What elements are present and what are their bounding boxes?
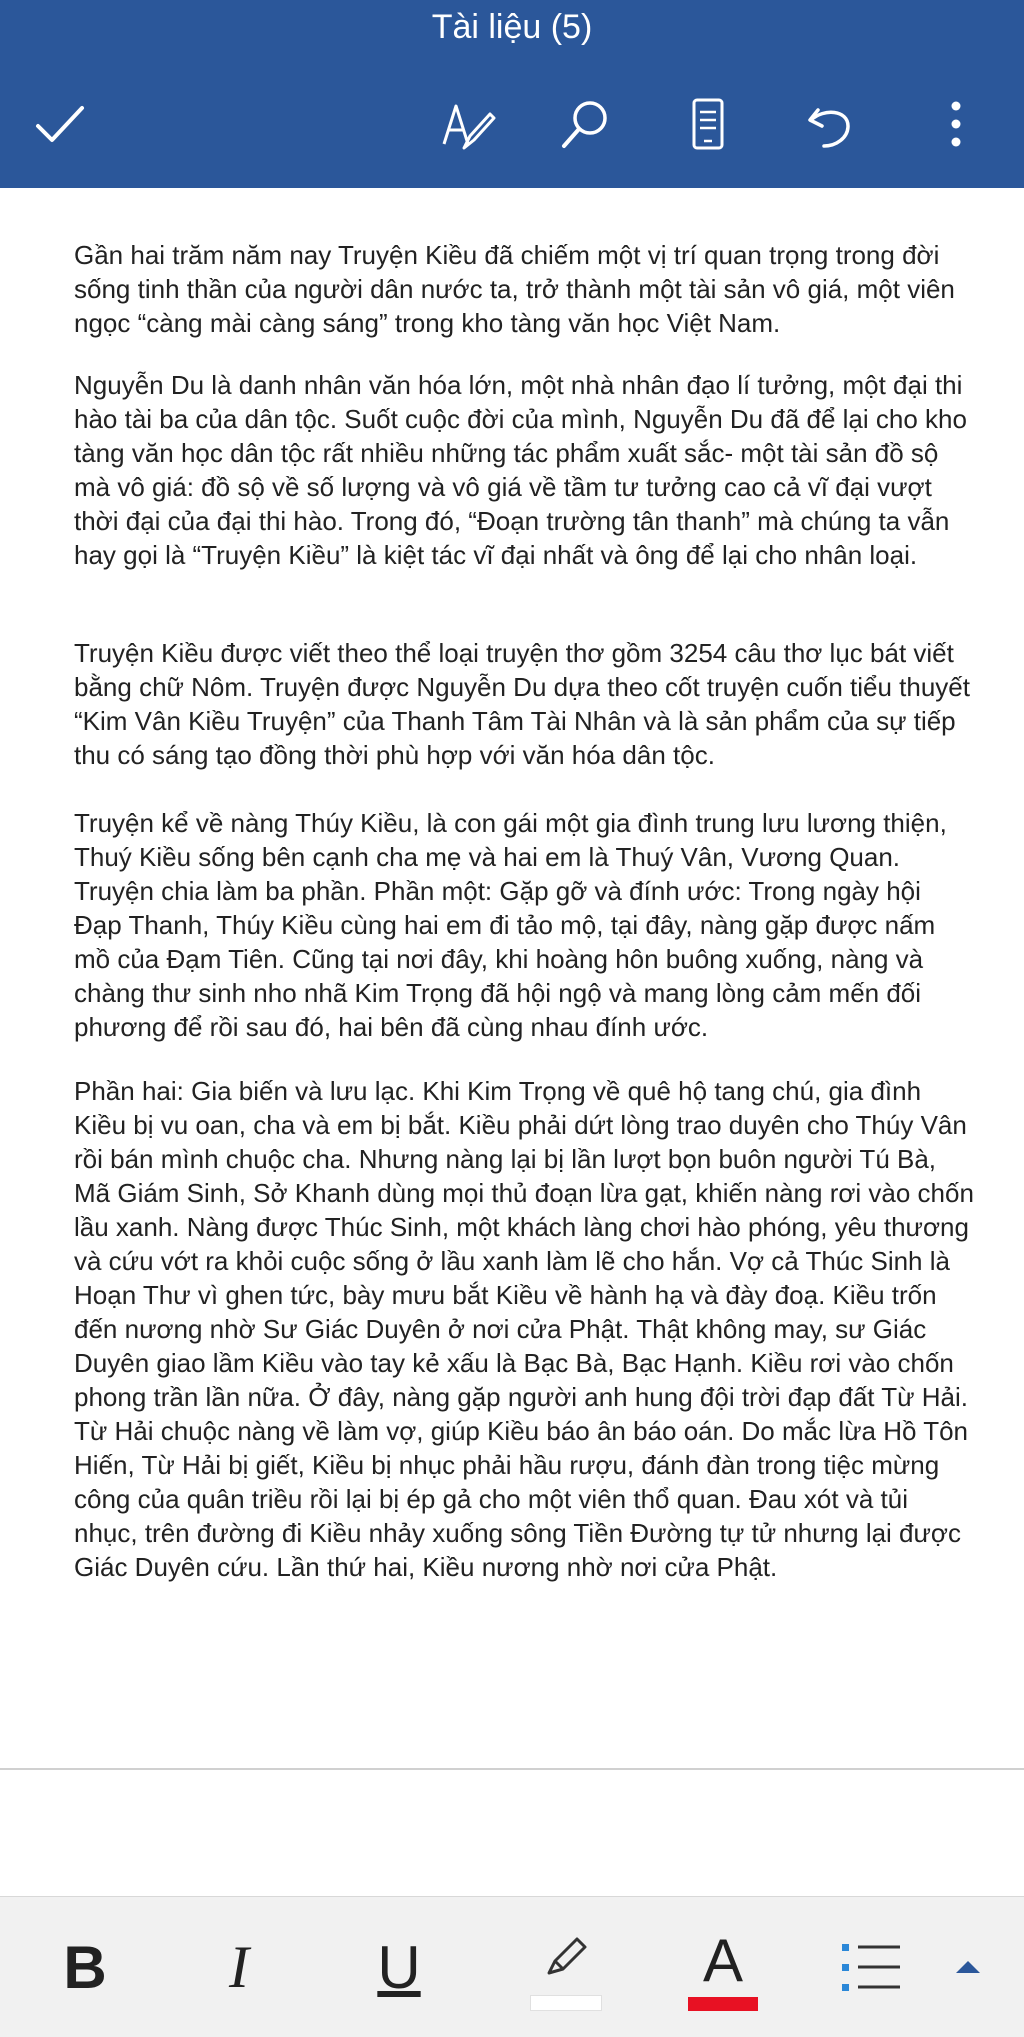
page-divider [0,1768,1024,1770]
search-button[interactable] [550,80,622,168]
paragraph-1[interactable]: Gần hai trăm năm nay Truyện Kiều đã chiếm một vị trí quan trọng trong đời sống tinh thần của người dân nước ta, trở thành một tài sản vô giá, một viên ngọc “càng mài càng sáng” trong kho tàng văn học Việt Nam. [74,240,955,338]
highlight-button[interactable] [520,1917,610,2017]
undo-icon [802,96,858,152]
highlighter-icon [535,1929,595,1989]
paragraph-4[interactable]: Truyện kể về nàng Thúy Kiều, là con gái một gia đình trung lưu lương thiện, Thuý Kiều sống bên cạnh cha mẹ và hai em là Thuý Vân, Vương Quan. Truyện chia làm ba phần. Phần một: Gặp gỡ và đính ước: Trong ngày hội Đạp Thanh, Thúy Kiều cùng hai em đi tảo mộ, tại đây, nàng gặp được nấm mồ của Đạm Tiên. Cũng tại nơi đây, khi hoàng hôn buông xuống, nàng và chàng thư sinh nho nhã Kim Trọng đã hội ngộ và mang lòng cảm mến đối phương để rồi sau đó, hai bên đã cùng nhau đính ước. [74,808,947,1042]
highlight-color-swatch [530,1995,602,2011]
search-icon [558,96,614,152]
pen-format-icon [440,96,496,152]
italic-button[interactable] [194,1917,284,2017]
font-color-label: A [702,1926,744,1994]
paragraph-2[interactable]: Nguyễn Du là danh nhân văn hóa lớn, một nhà nhân đạo lí tưởng, một đại thi hào tài ba của dân tộc. Suốt cuộc đời của mình, Nguyễn Du đã để lại cho kho tàng văn học dân tộc rất nhiều những tác phẩm xuất sắc- một tài sản đồ sộ mà vô giá: đồ sộ về số lượng và vô giá về tầm tư tưởng cao cả vĩ đại vượt thời đại của đại thi hào. Trong đó, “Đoạn trường tân thanh” mà chúng ta vẫn hay gọi là “Truyện Kiều” là kiệt tác vĩ đại nhất và ông để lại cho nhân loại. [74,370,967,570]
more-options-button[interactable] [920,80,992,168]
document-canvas[interactable] [0,188,1024,1776]
underline-button[interactable] [354,1917,444,2017]
expand-toolbar-button[interactable] [928,1917,1008,2017]
document-title: Tài liệu (5) [431,8,593,46]
mobile-view-icon [680,96,736,152]
paragraph-5[interactable]: Phần hai: Gia biến và lưu lạc. Khi Kim Trọng về quê hộ tang chú, gia đình Kiều bị vu oan, cha và em bị bắt. Kiều phải dứt lòng trao duyên cho Thúy Vân rồi bán mình chuộc cha. Nhưng nàng lại bị lần lượt bọn buôn người Tú Bà, Mã Giám Sinh, Sở Khanh dùng mọi thủ đoạn lừa gạt, khiến nàng rơi vào chốn lầu xanh. Nàng được Thúc Sinh, một khách làng chơi hào phóng, yêu thương và cứu vớt ra khỏi cuộc sống ở lầu xanh làm lẽ cho hắn. Vợ cả Thúc Sinh là Hoạn Thư vì ghen tức, bày mưu bắt Kiều về hành hạ và đày đoạ. Kiều trốn đến nương nhờ Sư Giác Duyên ở nơi cửa Phật. Thật không may, sư Giác Duyên giao lầm Kiều vào tay kẻ xấu là Bạc Bà, Bạc Hạnh. Kiều rơi vào chốn phong trần lần nữa. Ở đây, nàng gặp người anh hung đội trời đạp đất Từ Hải. Từ Hải chuộc nàng về làm vợ, giúp Kiều báo ân báo oán. Do mắc lừa Hồ Tôn Hiến, Từ Hải bị giết, Kiều bị nhục phải hầu rượu, đánh đàn trong tiệc mừng công của quân triều rồi lại bị ép gả cho một viên thổ quan. Đau xót và tủi nhục, trên đường đi Kiều nhảy xuống sông Tiền Đường tự tử nhưng lại được Giác Duyên cứu. Lần thứ hai, Kiều nương nhờ nơi cửa Phật. [74,1076,974,1582]
bullet-list-button[interactable] [826,1917,916,2017]
bold-label: B [63,1933,107,2001]
undo-button[interactable] [794,80,866,168]
app-bar [0,0,1024,188]
font-color-button[interactable] [678,1917,768,2017]
underline-label: U [377,1933,421,2001]
more-vertical-icon [928,96,984,152]
bold-button[interactable] [40,1917,130,2017]
format-button[interactable] [432,80,504,168]
paragraph-3[interactable]: Truyện Kiều được viết theo thể loại truyện thơ gồm 3254 câu thơ lục bát viết bằng chữ Nôm. Truyện được Nguyễn Du dựa theo cốt truyện cuốn tiểu thuyết “Kim Vân Kiều Truyện” của Thanh Tâm Tài Nhân và là sản phẩm của sự tiếp thu có sáng tạo đồng thời phù hợp với văn hóa dân tộc. [74,638,970,770]
format-toolbar [0,1896,1024,2037]
mobile-view-button[interactable] [672,80,744,168]
italic-label: I [229,1933,249,2000]
bullet-list-icon [836,1932,906,2002]
expand-up-icon [953,1957,983,1977]
checkmark-icon [32,96,88,152]
done-button[interactable] [24,80,96,168]
font-color-swatch [688,1997,758,2011]
